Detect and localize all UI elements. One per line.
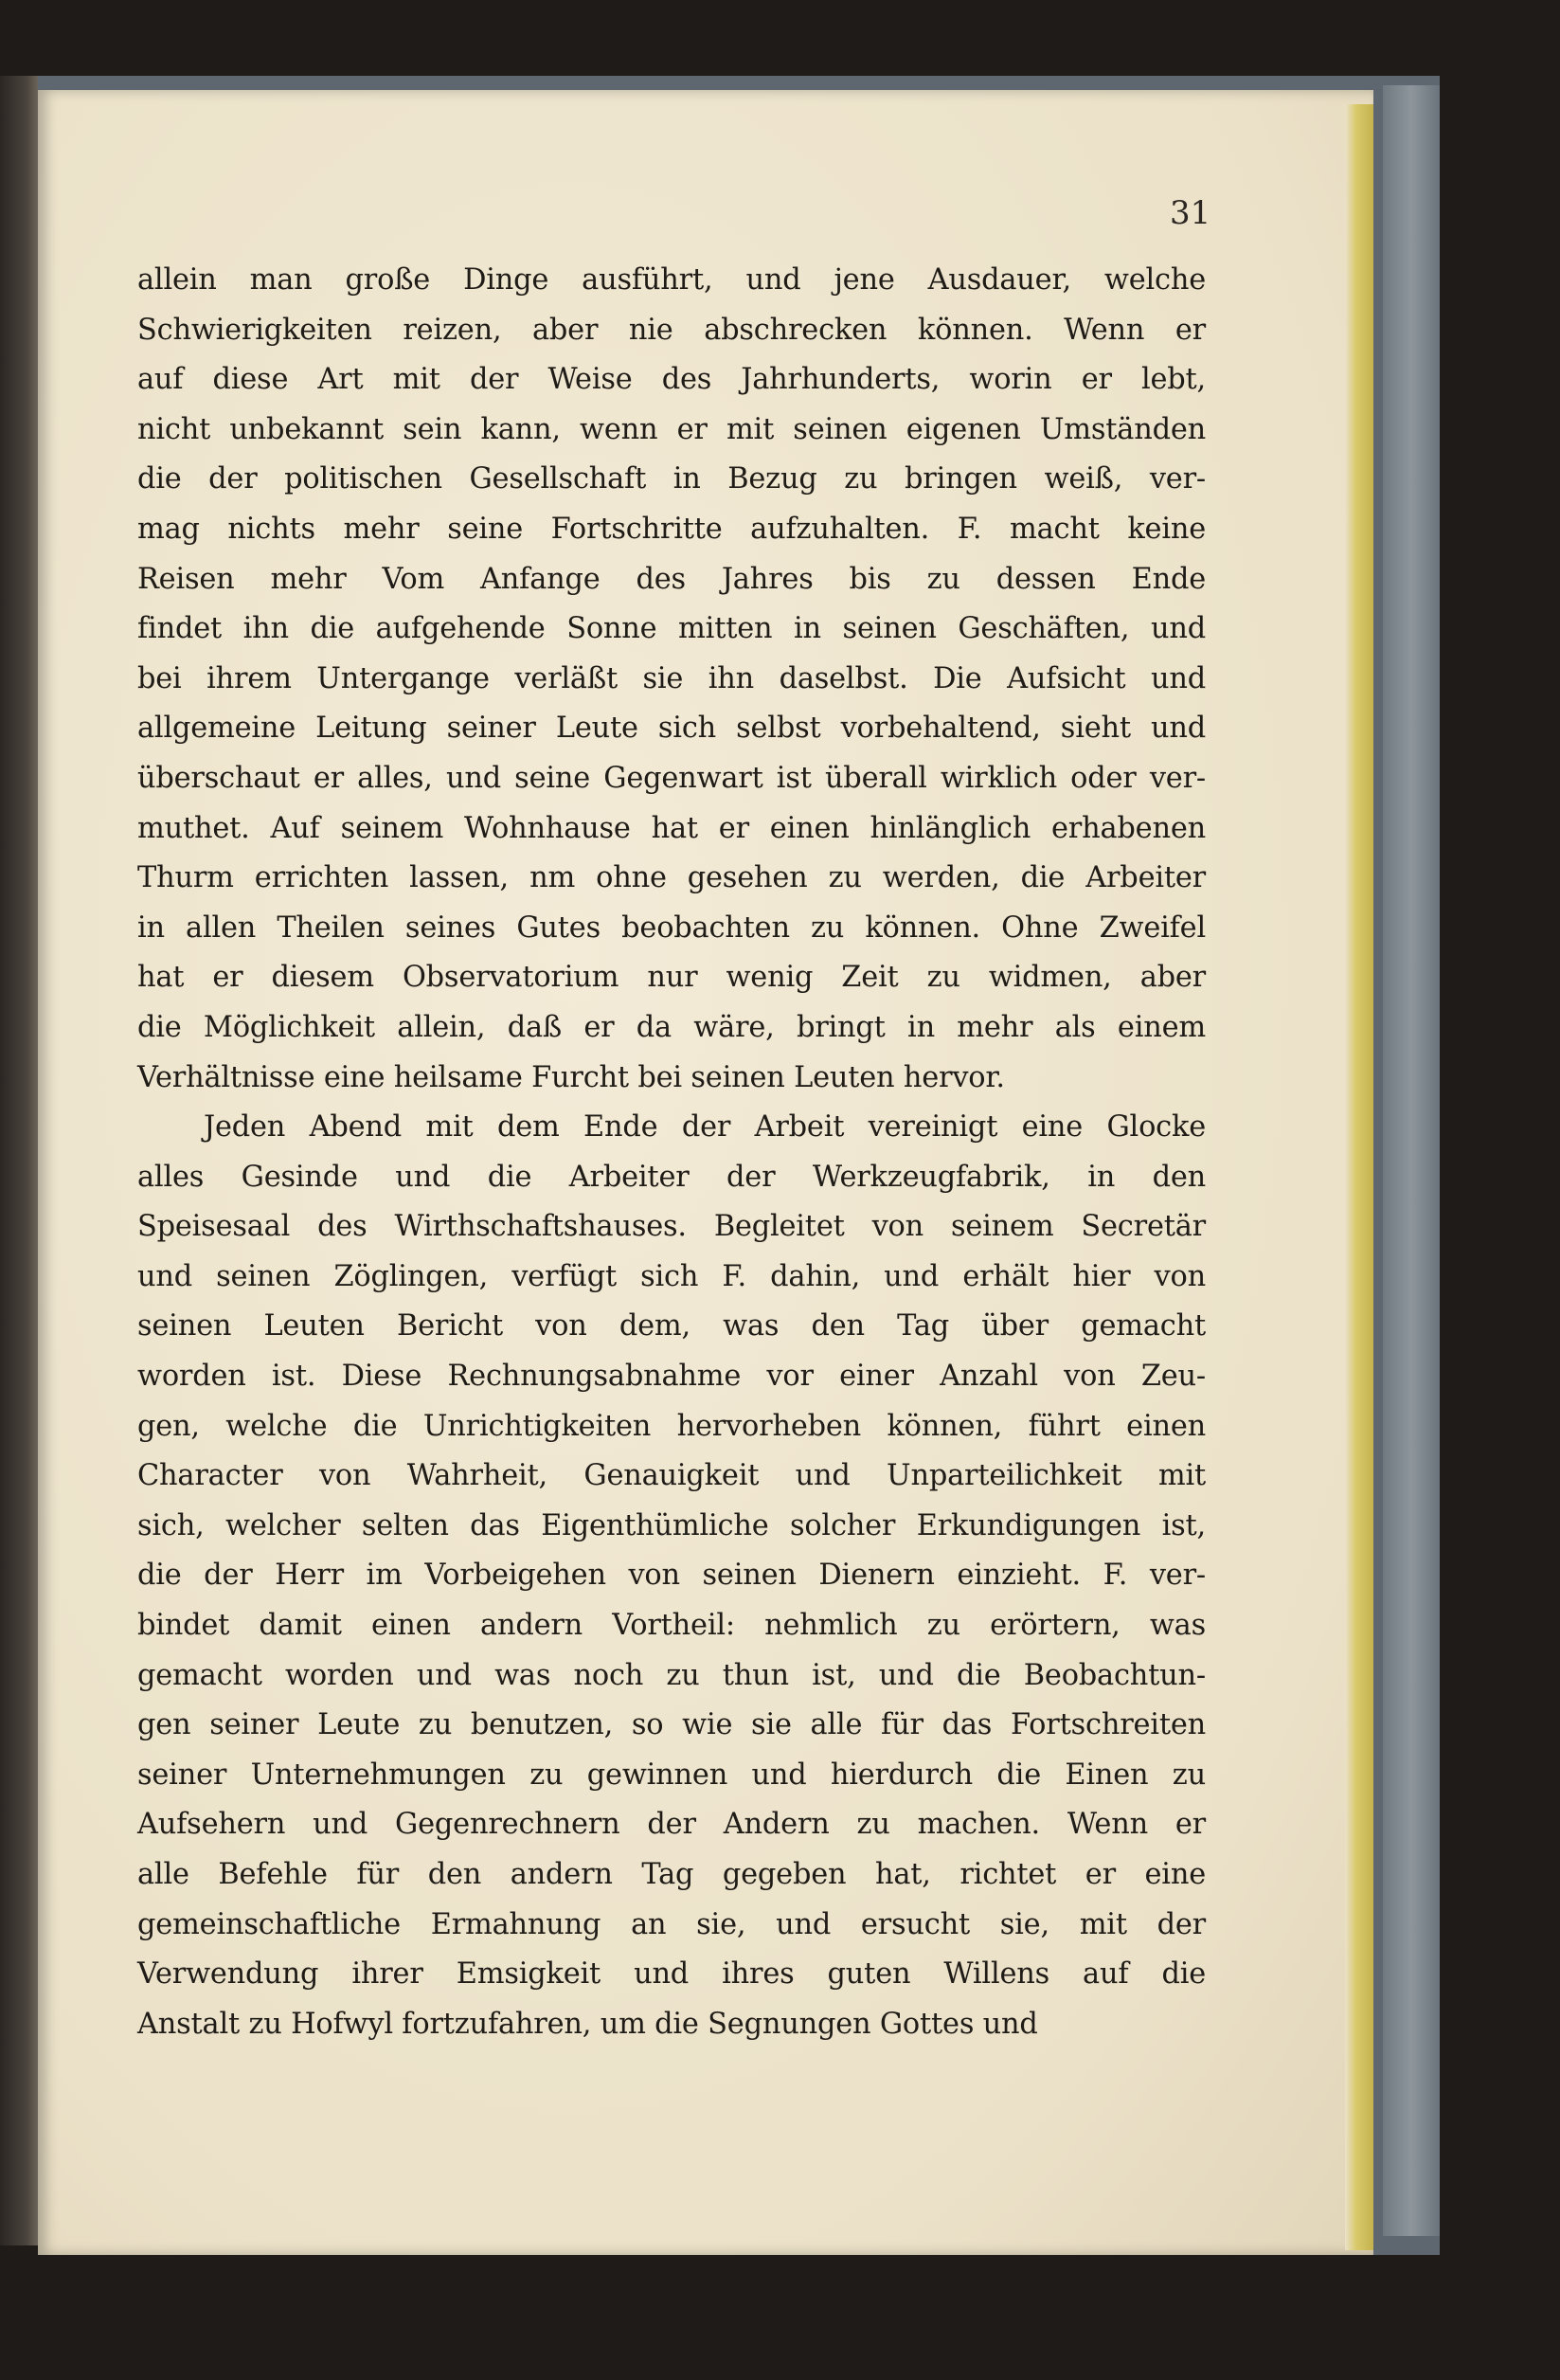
book-spine-shadow <box>0 76 38 2245</box>
text-line: nicht unbekannt sein kann, wenn er mit seinen eigenen Umständen <box>137 412 1206 446</box>
text-line: seinen Leuten Bericht von dem, was den Tag über gemacht <box>137 1309 1206 1343</box>
book-cover-edge <box>1383 85 1440 2236</box>
text-line: Aufsehern und Gegenrechnern der Andern zu machen. Wenn er <box>137 1808 1206 1842</box>
text-line: findet ihn die aufgehende Sonne mitten in seinen Geschäften, und <box>137 612 1206 646</box>
text-line: Character von Wahrheit, Genauigkeit und Unparteilichkeit mit <box>137 1459 1206 1493</box>
text-line: Verwendung ihrer Emsigkeit und ihres guten Willens auf die <box>137 1957 1206 1992</box>
text-line: Thurm errichten lassen, nm ohne gesehen zu werden, die Arbeiter <box>137 861 1206 895</box>
text-line: gen, welche die Unrichtigkeiten hervorheben können, führt einen <box>137 1409 1206 1443</box>
text-line: seiner Unternehmungen zu gewinnen und hierdurch die Einen zu <box>137 1758 1206 1792</box>
text-line: gemeinschaftliche Ermahnung an sie, und ersucht sie, mit der <box>137 1907 1206 1941</box>
text-line: die Möglichkeit allein, daß er da wäre, bringt in mehr als einem <box>137 1010 1206 1044</box>
text-line: alle Befehle für den andern Tag gegeben hat, richtet er eine <box>137 1858 1206 1891</box>
text-line: überschaut er alles, und seine Gegenwart ist überall wirklich oder ver- <box>137 761 1206 795</box>
text-line: bei ihrem Untergange verläßt sie ihn daselbst. Die Aufsicht und <box>137 661 1206 695</box>
text-line: allein man große Dinge ausführt, und jene Ausdauer, welche <box>137 263 1206 297</box>
text-line: auf diese Art mit der Weise des Jahrhunderts, worin er lebt, <box>137 363 1206 397</box>
text-line: in allen Theilen seines Gutes beobachten zu können. Ohne Zweifel <box>137 911 1206 945</box>
text-line: Speisesaal des Wirthschaftshauses. Begleitet von seinem Secretär <box>137 1210 1206 1244</box>
text-line: alles Gesinde und die Arbeiter der Werkzeugfabrik, in den <box>137 1160 1206 1194</box>
text-line: gemacht worden und was noch zu thun ist, und die Beobachtun- <box>137 1658 1206 1692</box>
text-line: Verhältnisse eine heilsame Furcht bei seinen Leuten hervor. <box>137 1060 1005 1094</box>
text-line: die der Herr im Vorbeigehen von seinen Dienern einzieht. F. ver- <box>137 1559 1206 1593</box>
text-line: die der politischen Gesellschaft in Bezug zu bringen weiß, ver- <box>137 462 1206 496</box>
page-gilt-edge <box>1345 104 1373 2250</box>
text-line: Reisen mehr Vom Anfange des Jahres bis zu dessen Ende <box>137 562 1206 596</box>
text-line: worden ist. Diese Rechnungsabnahme vor einer Anzahl von Zeu- <box>137 1360 1206 1394</box>
text-line: sich, welcher selten das Eigenthümliche solcher Erkundigungen ist, <box>137 1508 1206 1542</box>
text-line: Schwierigkeiten reizen, aber nie abschrecken können. Wenn er <box>137 313 1206 347</box>
text-line: muthet. Auf seinem Wohnhause hat er einen hinlänglich erhabenen <box>137 811 1206 845</box>
text-line: bindet damit einen andern Vortheil: nehmlich zu erörtern, was <box>137 1609 1206 1643</box>
text-line: allgemeine Leitung seiner Leute sich selbst vorbehaltend, sieht und <box>137 712 1206 746</box>
text-line: Jeden Abend mit dem Ende der Arbeit vereinigt eine Glocke <box>204 1110 1206 1145</box>
text-line: Anstalt zu Hofwyl fortzufahren, um die Segnungen Gottes und <box>137 2007 1038 2041</box>
text-line: gen seiner Leute zu benutzen, so wie sie alle für das Fortschreiten <box>137 1708 1206 1742</box>
text-line: und seinen Zöglingen, verfügt sich F. dahin, und erhält hier von <box>137 1259 1206 1293</box>
text-line: hat er diesem Observatorium nur wenig Zeit zu widmen, aber <box>137 961 1206 995</box>
page-text <box>137 256 1206 2049</box>
page-number: 31 <box>1170 194 1211 232</box>
text-line: mag nichts mehr seine Fortschritte aufzuhalten. F. macht keine <box>137 512 1206 546</box>
